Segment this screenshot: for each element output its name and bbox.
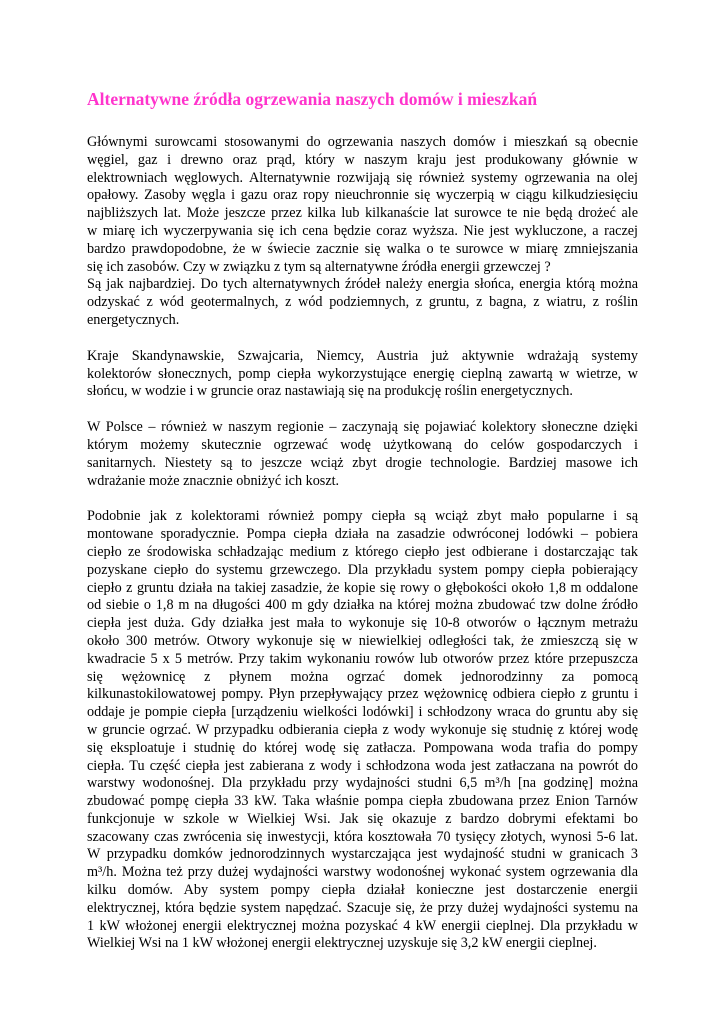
text-line: się eksploatuje i studnię do której wodę się zatłacza. Pompowana woda trafia do pompy — [87, 739, 638, 756]
paragraph-4 — [87, 508, 638, 953]
text-line: 1 kW włożonej energii elektrycznej można pozyskać 4 kW energii cieplnej. Dla przykładu w — [87, 917, 638, 934]
text-line: sanitarnych. Niestety są to jeszcze wciąż zbyt drogie technologie. Bardziej masowe ich — [87, 454, 638, 471]
text-line: węgiel, gaz i drewno oraz prąd, który w naszym kraju jest produkowany głównie w — [87, 151, 638, 168]
text-line: odzyskać z wód geotermalnych, z wód podziemnych, z gruntu, z bagna, z wiatru, z roślin — [87, 294, 638, 311]
text-line: funkcjonuje w szkole w Wielkiej Wsi. Jak się okazuje z bardzo dobrymi efektami bo — [87, 810, 638, 827]
text-line: którym możemy skutecznie ogrzewać wodę użytkowaną do celów gospodarczych i — [87, 436, 638, 453]
text-line: ciepło ze środowiska schładzając medium z którego ciepło jest odbierane i dostarczając tak — [87, 543, 638, 560]
text-line: m³/h. Można też przy dużej wydajności warstwy wodonośnej wykonać system ogrzewania dla — [87, 864, 638, 881]
text-line: kilkunastokilowatowej pompy. Płyn przepływający przez wężownicę odbiera ciepło z gruntu i — [87, 686, 638, 703]
text-line: szacowany czas zwrócenia się inwestycji, która kosztowała 70 tysięcy złotych, wynosi 5-6 lat. — [87, 828, 638, 845]
text-line: zbudować pompę ciepła 33 kW. Taka właśnie pompa ciepła zbudowana przez Enion Tarnów — [87, 793, 638, 810]
document-body — [87, 134, 638, 953]
text-line: w gruncie ogrzać. W przypadku odbierania ciepła z wody wykonuje się studnię z której wodę — [87, 721, 638, 738]
text-line: ciepło z gruntu działa na takiej zasadzie, że kopie się rowy o głębokości około 1,8 m oddalone — [87, 579, 638, 596]
text-line: montowane sporadycznie. Pompa ciepła działa na zasadzie odwróconej lodówki – pobiera — [87, 526, 638, 543]
text-line: bardzo prawdopodobne, że w świecie zacznie się walka o te surowce w miarę zmniejszania — [87, 240, 638, 257]
paragraph-1 — [87, 134, 638, 330]
text-line: energetycznych. — [87, 311, 180, 328]
text-line: kwadracie 5 x 5 metrów. Przy takim wykonaniu rowów lub otworów przez które przepuszcza — [87, 650, 638, 667]
text-line: pozyskane ciepło do systemu grzewczego. Dla przykładu system pompy ciepła pobierający — [87, 561, 638, 578]
text-line: elektrowniach węglowych. Alternatywnie rozwijają się również systemy ogrzewania na olej — [87, 169, 638, 186]
text-line: najbliższych lat. Może jeszcze przez kilka lub kilkanaście lat surowce te nie będą drożeć ale — [87, 205, 638, 222]
text-line: elektrycznej, która będzie system napędzać. Szacuje się, że przy dużej wydajności systemu na — [87, 899, 638, 916]
text-line: W Polsce – również w naszym regionie – zaczynają się pojawiać kolektory słoneczne dzięki — [87, 419, 638, 436]
text-line: się wężownicę z płynem można ogrzać domek jednorodzinny za pomocą — [87, 668, 638, 685]
text-line: kolektorów słonecznych, pomp ciepła wykorzystujące energię cieplną zawartą w wietrze, w — [87, 365, 638, 382]
text-line: Podobnie jak z kolektorami również pompy ciepła są wciąż zbyt mało popularne i są — [87, 508, 638, 525]
text-line: Głównymi surowcami stosowanymi do ogrzewania naszych domów i mieszkań są obecnie — [87, 134, 638, 150]
paragraph-2 — [87, 348, 638, 401]
text-line: kilku domów. Aby system pompy ciepła działał konieczne jest dostarczenie energii — [87, 882, 638, 899]
text-line: opałowy. Zasoby węgla i gazu oraz ropy nieuchronnie się wyczerpią w ciągu kilkudziesięciu — [87, 187, 638, 204]
text-line: warstwy wodonośnej. Dla przykładu przy wydajności studni 6,5 m³/h [na godzinę] można — [87, 775, 638, 792]
document-title: Alternatywne źródła ogrzewania naszych domów i mieszkań — [87, 89, 538, 109]
text-line: Wielkiej Wsi na 1 kW włożonej energii elektrycznej uzyskuje się 3,2 kW energii cieplnej. — [87, 935, 597, 952]
text-line: oddaje je pompie ciepła [urządzeniu wielkości lodówki] i schłodzony wraca do gruntu aby się — [87, 704, 638, 721]
text-line: Są jak najbardziej. Do tych alternatywnych źródeł należy energia słońca, energia którą można — [87, 276, 638, 293]
text-line: w miarę ich wyczerpywania się ich cena będzie coraz wyższa. Nie jest wykluczone, a raczej — [87, 222, 638, 239]
text-line: słońcu, w wodzie i w gruncie oraz nastawiają się na produkcję roślin energetycznych. — [87, 383, 573, 400]
text-line: W przypadku domków jednorodzinnych wystarczająca jest wydajność studni w granicach 3 — [87, 846, 638, 863]
text-line: około 300 metrów. Otwory wykonuje się w niewielkiej odległości tak, że zmieszczą się w — [87, 632, 638, 649]
text-line: ciepła. Tu część ciepła jest zabierana z wody i schłodzona woda jest zatłaczana na powrót do — [87, 757, 638, 774]
text-line: Kraje Skandynawskie, Szwajcaria, Niemcy, Austria już aktywnie wdrażają systemy — [87, 347, 638, 364]
text-line: wdrażanie może znacznie obniżyć ich koszt. — [87, 472, 340, 489]
paragraph-3 — [87, 419, 638, 490]
text-line: ciepła jest duża. Gdy działka jest mała to wykonuje się 10-8 otworów o łącznym metrażu — [87, 615, 638, 632]
text-line: od siebie o 1,8 m na długości 400 m gdy działka na której można zbudować tzw dolne źródło — [87, 597, 638, 614]
text-line: się ich zasobów. Czy w związku z tym są alternatywne źródła energii grzewczej ? — [87, 258, 551, 275]
